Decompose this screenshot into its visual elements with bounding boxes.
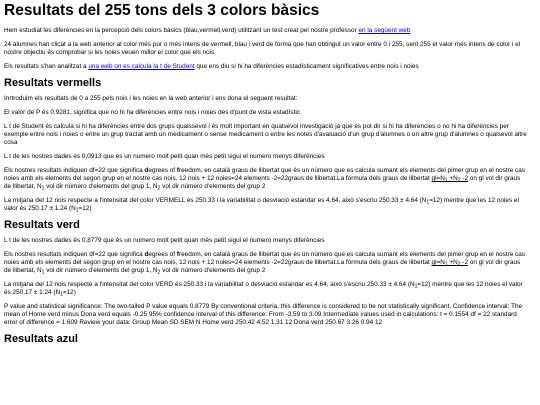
subscript: 1 (41, 269, 45, 276)
text: egrees of (148, 167, 177, 174)
text: La mitjana del 12 nois respecte a l'intensitat del color VERMELL és 250.33 i la variabilitat o desviació estandar es 4.64, això s'escriu 250.33 ± 4.64 (N (4, 197, 427, 204)
section-heading-red: Resultats vermells (4, 77, 102, 89)
text: vol dir número d'elements del grup 2 (160, 183, 266, 190)
subscript: 2 (157, 185, 161, 192)
text: f (176, 167, 179, 174)
red-paragraph-1: Inrtroduim els resultats de 0 a 255 pels nois i les noies en la web anterior i ens dona el seguent resultat: (4, 95, 298, 102)
section-heading-blue: Resultats azul (4, 333, 78, 345)
green-paragraph-1: L t de les nostres dades és 0,8779 que és un numero molt petit quan més petit sigui el numero menys diferències (4, 237, 325, 244)
subscript: 1 (41, 185, 45, 192)
text: on gl vol dir graus de llibertat, N (4, 175, 521, 190)
red-paragraph-2: El valor de P és 0.9281, significa que no hi ha diferències entre nois i noies des d'punt de vista estadístic (4, 109, 300, 116)
next-web-link[interactable]: en la següent web (358, 27, 411, 34)
text: vol dir número d'elements del grup 2 (160, 267, 266, 274)
page-title: Resultats del 255 tons dels 3 colors bàsics (4, 2, 320, 19)
formula (432, 259, 468, 266)
text: =12) mentre que les 12 noies el valor és 250.17 ± 1.24 (N (4, 281, 523, 296)
section-heading-green: Resultats verd (4, 219, 80, 231)
text: gl=N (431, 259, 445, 266)
text: +N (447, 175, 458, 182)
text: Els nostres resultats indiquen df=22 que significa (4, 251, 145, 258)
text: Els nostres resultats indiquen df=22 que significa (4, 167, 145, 174)
text: f (176, 251, 179, 258)
subscript: 2 (457, 177, 461, 184)
red-degrees-of-freedom (4, 167, 528, 191)
green-mean-paragraph (4, 281, 528, 297)
subscript: 1 (444, 177, 448, 184)
subscript: 2 (457, 261, 461, 268)
text: =12) mentre que les 12 noies el valor és 250.17 ± 1.24 (N (4, 197, 519, 212)
text: =12) (78, 205, 92, 212)
red-paragraph-4: L t de les nostres dades és 0,0913 que és un numero molt petit quan més petit sigui el numero menys diferències (4, 153, 325, 160)
intro-paragraph-2: 24 alumnes han clicat a la web anterior al color més pur o més intens de vermell, blau i verd de forma que han obtingut un valor entre 0 i 255, sent 255 el valor més intens de color i el nostre objectiu és comprobar si les noies veuen millor el color que els nois (4, 41, 521, 56)
formula (432, 175, 468, 182)
subscript: 1 (414, 283, 418, 290)
green-stats-paragraph: P value and statistical significance: The two-tailed P value equals 0.8779 By conventional criteria, this difference is considered to be not statistically significant. Confidence interval: The mean of Home verd minus Dona verd equals -0.25 95% confidence interval of this difference: From -3.59 to 3.09 Intermediate values used in calculations: t = 0.1554 df = 22 standard error of difference = 1.609 Review your data: Group Mean SD SEM N Home verd 250.42 4.52 1.31 12 Dona verd 250.67 3.26 0.94 12 (4, 303, 523, 326)
text: gl=N (431, 175, 445, 182)
text: La mitjana del 12 nois respecte a l'intensitat del color VERD és 250.33 i la variabilitat o desviació estandar es 4.64, això s'escriu 250.33 ± 4.64 (N (4, 281, 415, 288)
red-paragraph-3: L t de Student és calcula si hi ha diferències entre dos grups qualssevol i és molt important en qualsevol investigació ja que és pot dir si hi ha diferències o no hi ha diferències per exemple entre nois i noies o entre un grup tractat amb un medicament o sense medicament o entre les notes d'avaluació d'un grup d'alumnes o un altre grup d'alumnes o qualsevol altre cosa (4, 123, 527, 146)
intro-text: Els resultats s'han analitzat a (4, 63, 89, 70)
text: reedom, en català graus de llibertat que és un número que es calcula sumant els elements del pimer grup en el nostre cas noies amb els elements del segon grup en el nostre cas nois, 12 nois + 12 noies=24 elements -2=22graus de llibertat.La fórmula dels graus de llibertat (4, 167, 525, 182)
text: reedom, en català graus de llibertat que és un número que es calcula sumant els elements del pimer grup en el nostre cas noies amb els elements del segon grup en el nostre cas nois, 12 nois + 12 noies=24 elements -2=22graus de llibertat.La fórmula dels graus de llibertat (4, 251, 525, 266)
intro-text: Hem estudiat les diferències en la percepció dels colors bàsics (blau,vermell,verd) utilitzant un test creat pel nostre professor (4, 27, 359, 34)
green-degrees-of-freedom (4, 251, 528, 275)
text: d (144, 167, 149, 174)
subscript: 2 (157, 269, 161, 276)
text: d (144, 251, 149, 258)
text: vol dir número d'elements del grup 1, N (44, 183, 158, 190)
intro-text: que ens diu si hi ha diferències estadísticament significatives entre nois i noies (194, 63, 419, 70)
subscript: 1 (60, 291, 63, 298)
subscript: 1 (426, 199, 430, 206)
text: on gl vol dir graus de llibertat, N (4, 259, 521, 274)
text: +N (447, 259, 458, 266)
text: -2 (460, 259, 469, 266)
text: -2 (460, 175, 469, 182)
subscript: 1 (75, 207, 79, 214)
red-mean-paragraph (4, 197, 528, 213)
text: vol dir número d'elements del grup 1, N (44, 267, 158, 274)
subscript: 1 (444, 261, 448, 268)
intro-paragraph-3 (4, 63, 528, 71)
student-t-web-link[interactable]: una web on es calcula la t de Student (88, 63, 195, 70)
intro-paragraph-1 (4, 27, 528, 35)
text: egrees of (148, 251, 177, 258)
text: =12) (62, 289, 76, 296)
